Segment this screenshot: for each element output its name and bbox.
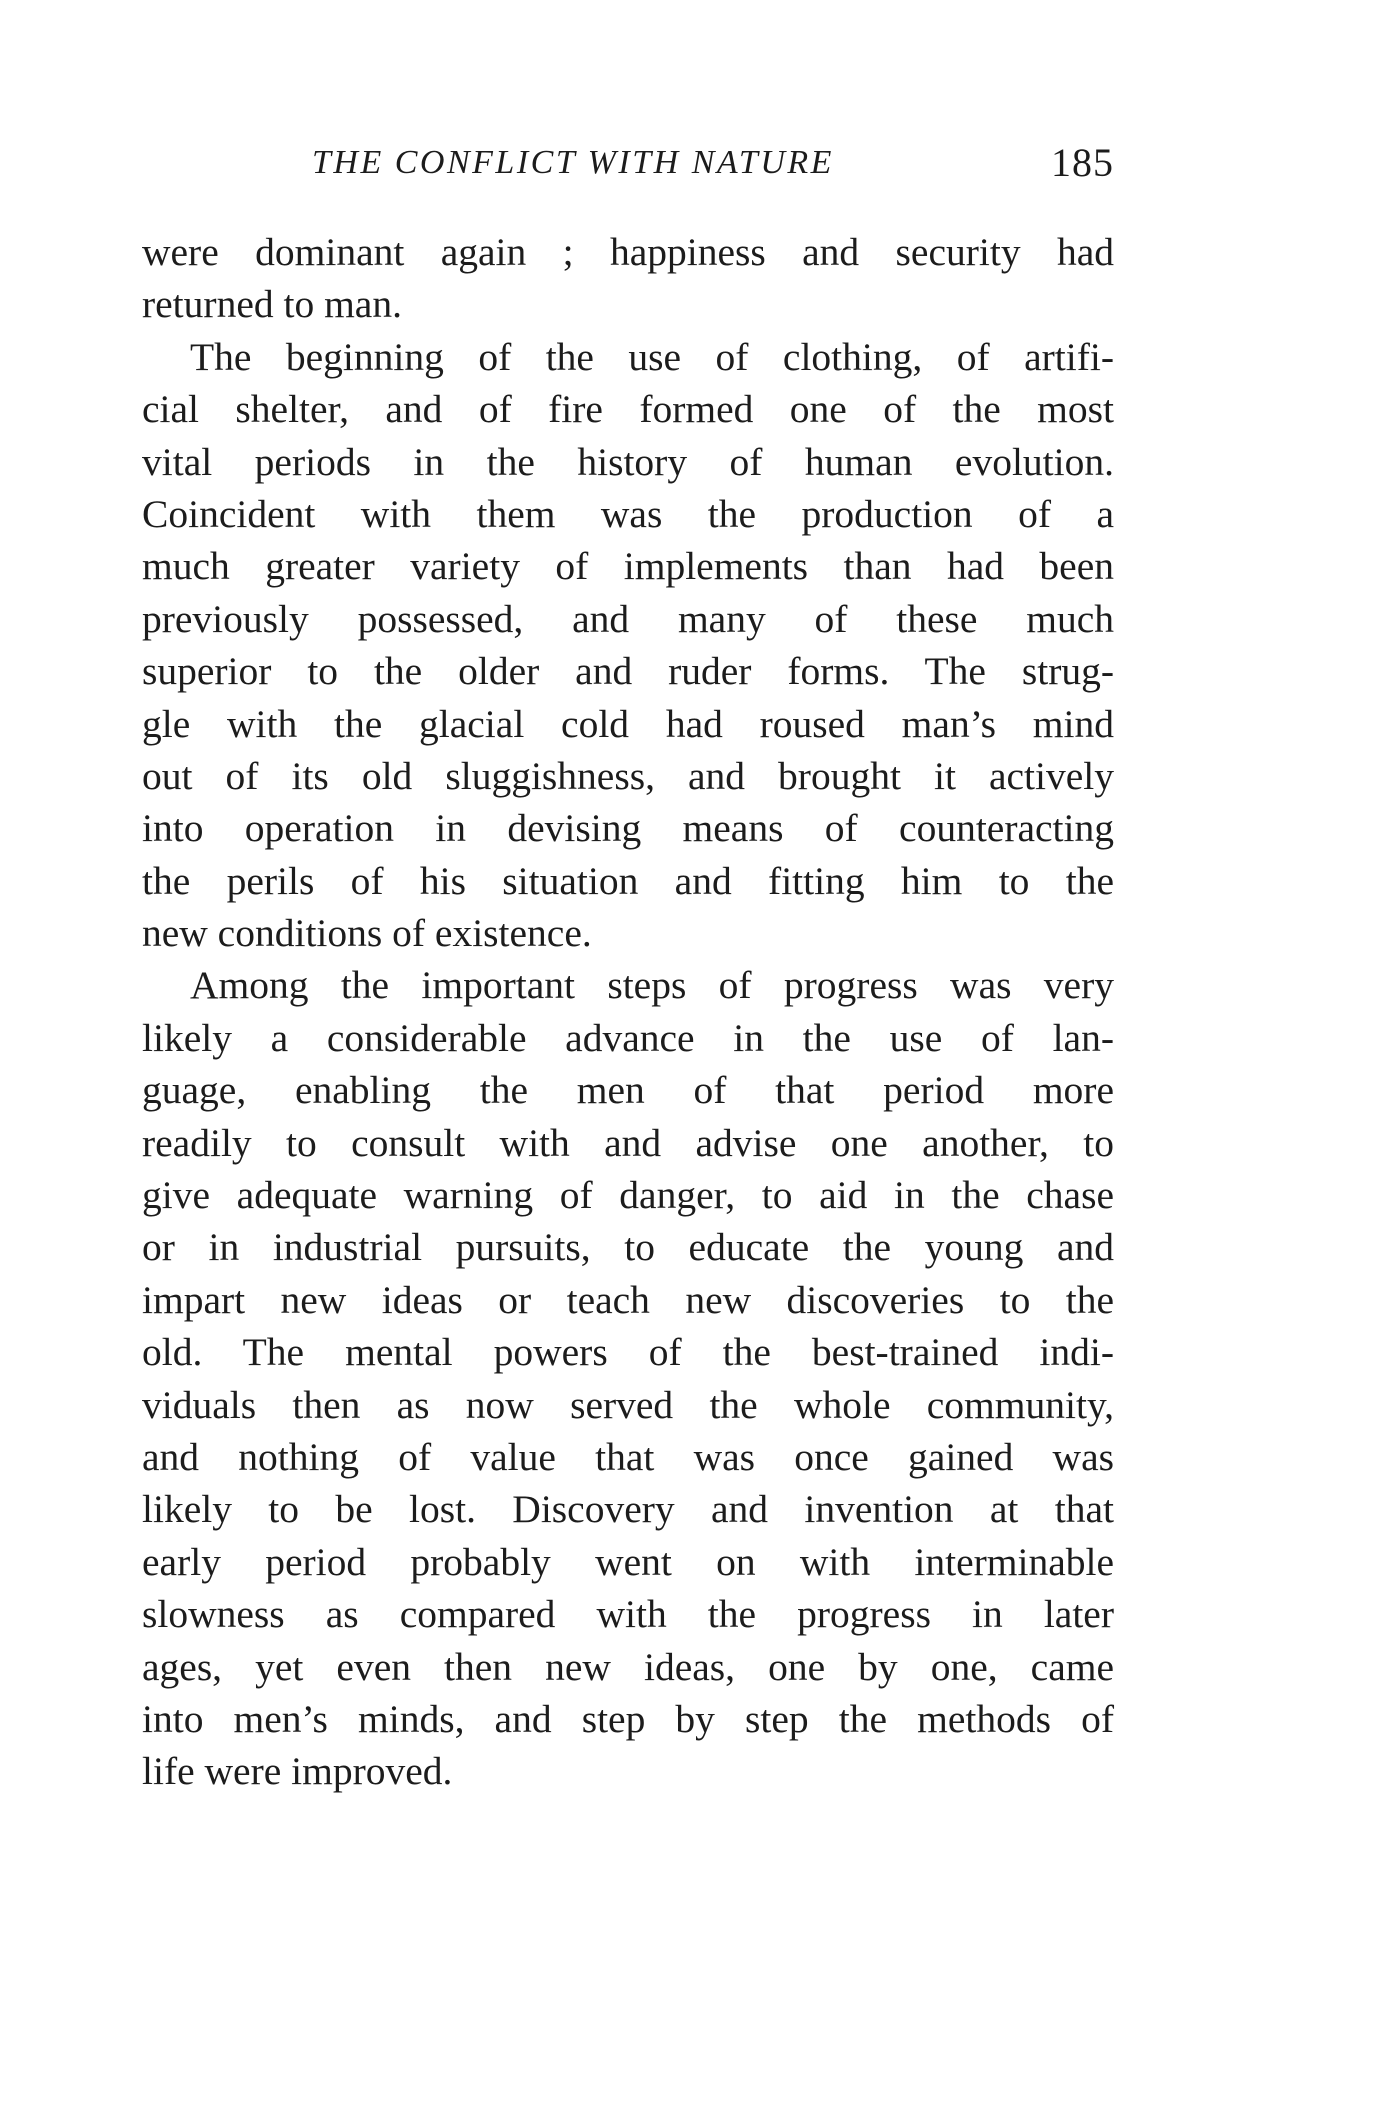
- page-number: 185: [1051, 140, 1114, 185]
- body-text: [142, 226, 1114, 1798]
- text-line: much greater variety of implements than had been: [142, 544, 1114, 589]
- text-line: early period probably went on with interminable: [142, 1539, 1114, 1584]
- paragraph-3: [142, 959, 1114, 1797]
- text-line: The beginning of the use of clothing, of artifi-: [190, 334, 1114, 379]
- text-line: and nothing of value that was once gained was: [142, 1434, 1114, 1479]
- text-line: likely a considerable advance in the use of lan-: [142, 1015, 1114, 1060]
- running-title: THE CONFLICT WITH NATURE: [312, 144, 834, 181]
- text-line: out of its old sluggishness, and brought it actively: [142, 753, 1114, 798]
- text-line: Coincident with them was the production of a: [142, 491, 1114, 536]
- text-line: readily to consult with and advise one another, to: [142, 1120, 1114, 1165]
- text-line: ages, yet even then new ideas, one by one, came: [142, 1644, 1114, 1689]
- text-line: life were improved.: [142, 1749, 453, 1794]
- text-line: give adequate warning of danger, to aid in the chase: [142, 1173, 1114, 1218]
- text-line: superior to the older and ruder forms. The strug-: [142, 649, 1114, 694]
- text-line: gle with the glacial cold had roused man’s mind: [142, 701, 1114, 746]
- text-line: into men’s minds, and step by step the methods of: [142, 1696, 1114, 1741]
- text-line: old. The mental powers of the best-trained indi-: [142, 1330, 1114, 1375]
- text-line: the perils of his situation and fitting him to the: [142, 858, 1114, 903]
- text-line: Among the important steps of progress was very: [190, 963, 1114, 1008]
- text-line: impart new ideas or teach new discoveries to the: [142, 1277, 1114, 1322]
- text-line: or in industrial pursuits, to educate the young and: [142, 1225, 1114, 1270]
- paragraph-1: [142, 226, 1114, 331]
- paragraph-2: [142, 331, 1114, 960]
- text-line: viduals then as now served the whole community,: [142, 1382, 1114, 1427]
- text-line: likely to be lost. Discovery and invention at that: [142, 1487, 1114, 1532]
- text-line: previously possessed, and many of these much: [142, 596, 1114, 641]
- text-line: into operation in devising means of counteracting: [142, 806, 1114, 851]
- running-head: [142, 138, 1114, 188]
- text-line: new conditions of existence.: [142, 911, 592, 956]
- text-line: cial shelter, and of fire formed one of the most: [142, 387, 1114, 432]
- text-line: slowness as compared with the progress in later: [142, 1592, 1114, 1637]
- text-line: were dominant again ; happiness and security had: [142, 230, 1114, 274]
- text-line: vital periods in the history of human evolution.: [142, 439, 1114, 484]
- text-line: returned to man.: [142, 282, 402, 327]
- text-line: guage, enabling the men of that period more: [142, 1068, 1114, 1113]
